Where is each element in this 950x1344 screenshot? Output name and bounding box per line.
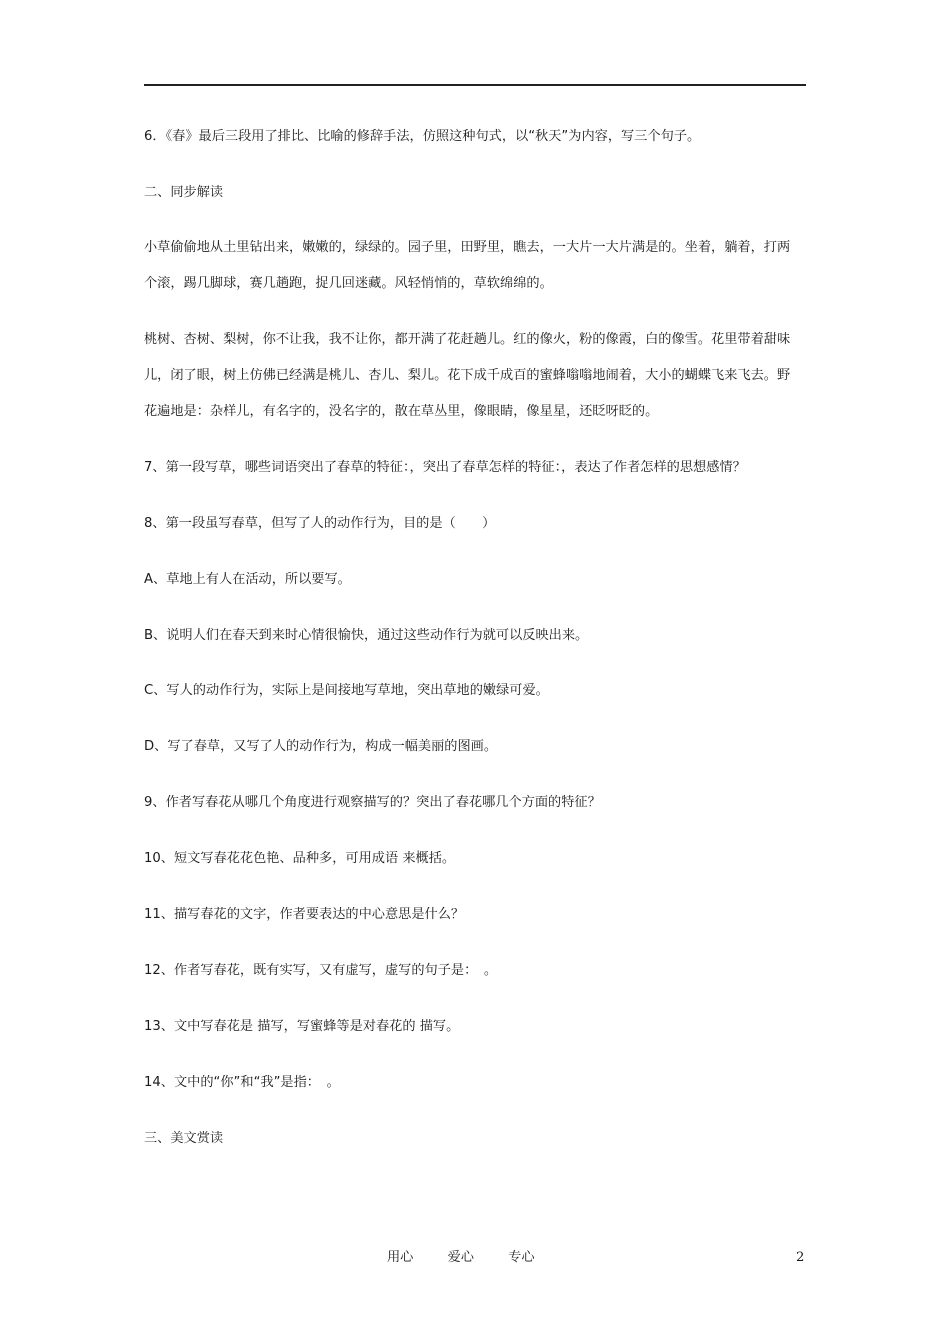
question-11: 11、描写春花的文字，作者要表达的中心意思是什么？ [144, 907, 465, 922]
question-6: 6．《春》最后三段用了排比、比喻的修辞手法，仿照这种句式，以“秋天”为内容，写三个句子。 [144, 129, 701, 144]
footer-word-2: 爱心 [447, 1250, 474, 1265]
section-heading-3: 三、美文赏读 [144, 1131, 224, 1146]
passage1-line-2: 个滚，踢几脚球，赛几趟跑，捉几回迷藏。风轻悄悄的，草软绵绵的。 [144, 276, 553, 291]
question-7: 7、第一段写草，哪些词语突出了春草的特征：，突出了春草怎样的特征：，表达了作者怎样的思想感情？ [144, 460, 746, 475]
passage2-line-1: 桃树、杏树、梨树，你不让我，我不让你，都开满了花赶趟儿。红的像火，粉的像霞，白的像雪。花里带着甜味 [144, 332, 791, 347]
question-8: 8、第一段虽写春草，但写了人的动作行为，目的是（ ） [144, 516, 496, 531]
section-heading-2: 二、同步解读 [144, 185, 224, 200]
question-8-option-c: C、写人的动作行为，实际上是间接地写草地，突出草地的嫩绿可爱。 [144, 683, 549, 698]
page-number: 2 [796, 1250, 805, 1265]
question-8-option-a: A、草地上有人在活动，所以要写。 [144, 572, 351, 587]
passage1-line-1: 小草偷偷地从土里钻出来，嫩嫩的，绿绿的。园子里，田野里，瞧去，一大片一大片满是的。坐着，躺着，打两 [144, 240, 791, 255]
question-13: 13、文中写春花是 描写，写蜜蜂等是对春花的 描写。 [144, 1019, 460, 1034]
question-10: 10、短文写春花花色艳、品种多，可用成语 来概括。 [144, 851, 456, 866]
question-8-option-d: D、写了春草，又写了人的动作行为，构成一幅美丽的图画。 [144, 739, 498, 754]
question-9: 9、作者写春花从哪几个角度进行观察描写的？突出了春花哪几个方面的特征？ [144, 795, 601, 810]
passage2-line-2: 儿，闭了眼，树上仿佛已经满是桃儿、杏儿、梨儿。花下成千成百的蜜蜂嗡嗡地闹着，大小的蝴蝶飞来飞去。野 [144, 368, 791, 383]
footer-motto [387, 1248, 587, 1268]
header-rule [144, 84, 806, 86]
footer-word-3: 专心 [508, 1250, 535, 1265]
footer-word-1: 用心 [387, 1250, 414, 1265]
question-8-option-b: B、说明人们在春天到来时心情很愉快，通过这些动作行为就可以反映出来。 [144, 628, 589, 643]
question-12: 12、作者写春花，既有实写，又有虚写，虚写的句子是： 。 [144, 963, 498, 978]
passage2-line-3: 花遍地是：杂样儿，有名字的，没名字的，散在草丛里，像眼睛，像星星，还眨呀眨的。 [144, 404, 659, 419]
question-14: 14、文中的“你”和“我”是指： 。 [144, 1075, 340, 1090]
